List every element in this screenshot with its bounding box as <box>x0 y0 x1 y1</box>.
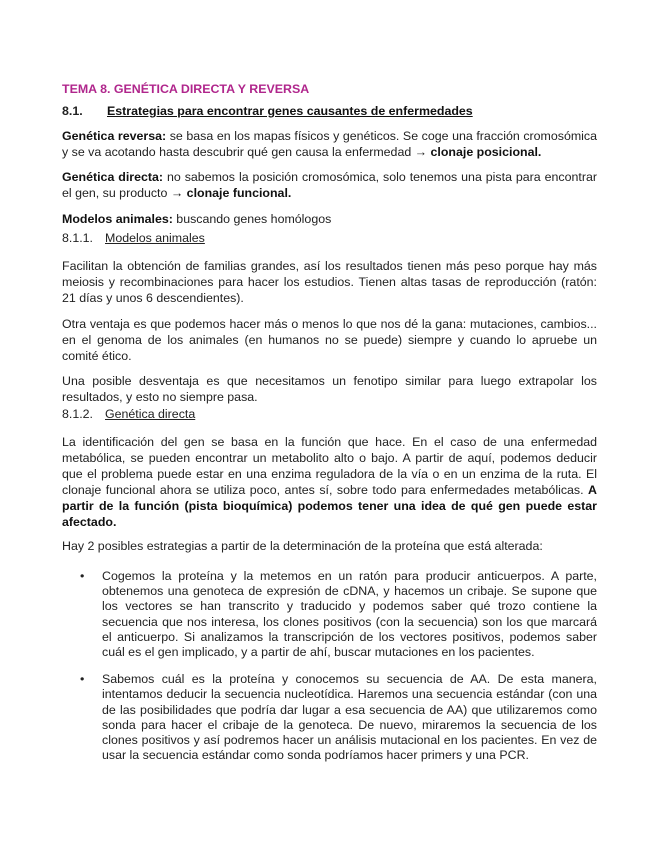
bold-text: clonaje posicional. <box>430 145 542 159</box>
section-title: Modelos animales <box>105 231 205 245</box>
paragraph-genetica-reversa <box>62 128 597 160</box>
section-heading-8-1-2 <box>62 406 597 422</box>
bold-text: → clonaje funcional. <box>170 186 292 200</box>
text: buscando genes homólogos <box>172 212 332 226</box>
bullet-icon: • <box>80 672 85 687</box>
strategy-list <box>80 569 597 660</box>
list-item-text: Cogemos la proteína y la metemos en un ratón para producir anticuerpos. A parte, obtenemos una genoteca de expresión de cDNA, y hacemos un cribaje. Se supone que los vectores se han transcrito y traducido y podemos saber qué trozo contiene la secuencia que nos interesa, los clones positivos (con la secuencia) son los que marcará el anticuerpo. Si analizamos la transcripción de los vectores positivos, podemos saber cuál es el gen implicado, y a partir de ahí, buscar mutaciones en los pacientes. <box>102 569 597 660</box>
section-title: Estrategias para encontrar genes causantes de enfermedades <box>107 104 473 118</box>
section-number: 8.1.2. <box>62 407 94 421</box>
paragraph-identificacion <box>62 434 597 530</box>
term: Genética directa: <box>62 170 164 184</box>
section-heading-8-1 <box>62 103 597 119</box>
bullet-icon: • <box>80 569 85 583</box>
bold-text: A partir de la función (pista bioquímica) podemos tener una idea de qué gen puede estar afectado. <box>62 483 597 529</box>
section-heading-8-1-1 <box>62 230 597 246</box>
list-item <box>80 569 597 660</box>
text: La identificación del gen se basa en la función que hace. En el caso de una enfermedad metabólica, se pueden encontrar un metabolito alto o bajo. A partir de aquí, podemos deducir que el problema puede estar en una enzima reguladora de la vía o en un enzima de la ruta. El clonaje funcional ahora se utiliza poco, antes sí, sobre todo para enfermedades metabólicas. <box>62 435 597 497</box>
paragraph-facilitan: Facilitan la obtención de familias grandes, así los resultados tienen más peso porque hay más meiosis y recombinaciones para hacer los estudios. Tienen altas tasas de reproducción (ratón: 21 días y unos 6 descendientes). <box>62 259 597 305</box>
list-item <box>80 672 597 763</box>
list-item-text: Sabemos cuál es la proteína y conocemos su secuencia de AA. De esta manera, intentamos deducir la secuencia nucleotídica. Haremos una secuencia estándar (con una de las posibilidades que podría dar lugar a esa secuencia de AA) que utilizaremos como sonda para hacer el cribaje de la genoteca. De nuevo, miraremos la secuencia de los clones positivos y así podremos hacer un análisis mutacional en los pacientes. En vez de usar la secuencia estándar como sonda podríamos hacer primers y una PCR. <box>102 672 597 763</box>
section-number: 8.1.1. <box>62 231 94 245</box>
paragraph-modelos-animales <box>62 211 597 227</box>
paragraph-desventaja: Una posible desventaja es que necesitamos un fenotipo similar para luego extrapolar los resultados, y esto no siempre pasa. <box>62 374 597 404</box>
text: no sabemos la posición cromosómica, solo tenemos una pista para encontrar el gen, su producto <box>62 170 597 200</box>
text: se basa en los mapas físicos y genéticos. Se coge una fracción cromosómica y se va acotando hasta descubrir qué gen causa la enfermedad → <box>62 129 597 159</box>
paragraph-estrategias: Hay 2 posibles estrategias a partir de la determinación de la proteína que está alterada: <box>62 539 543 553</box>
paragraph-otra-ventaja: Otra ventaja es que podemos hacer más o menos lo que nos dé la gana: mutaciones, cambios... en el genoma de los animales (en humanos no se puede) siempre y cuando lo apruebe un comité ético. <box>62 317 597 363</box>
term: Modelos animales: <box>62 212 173 226</box>
paragraph-genetica-directa <box>62 169 597 201</box>
section-title: Genética directa <box>105 407 196 421</box>
section-number: 8.1. <box>62 104 83 118</box>
strategy-list-2 <box>80 672 597 763</box>
document-title: TEMA 8. GENÉTICA DIRECTA Y REVERSA <box>62 82 310 96</box>
term: Genética reversa: <box>62 129 167 143</box>
